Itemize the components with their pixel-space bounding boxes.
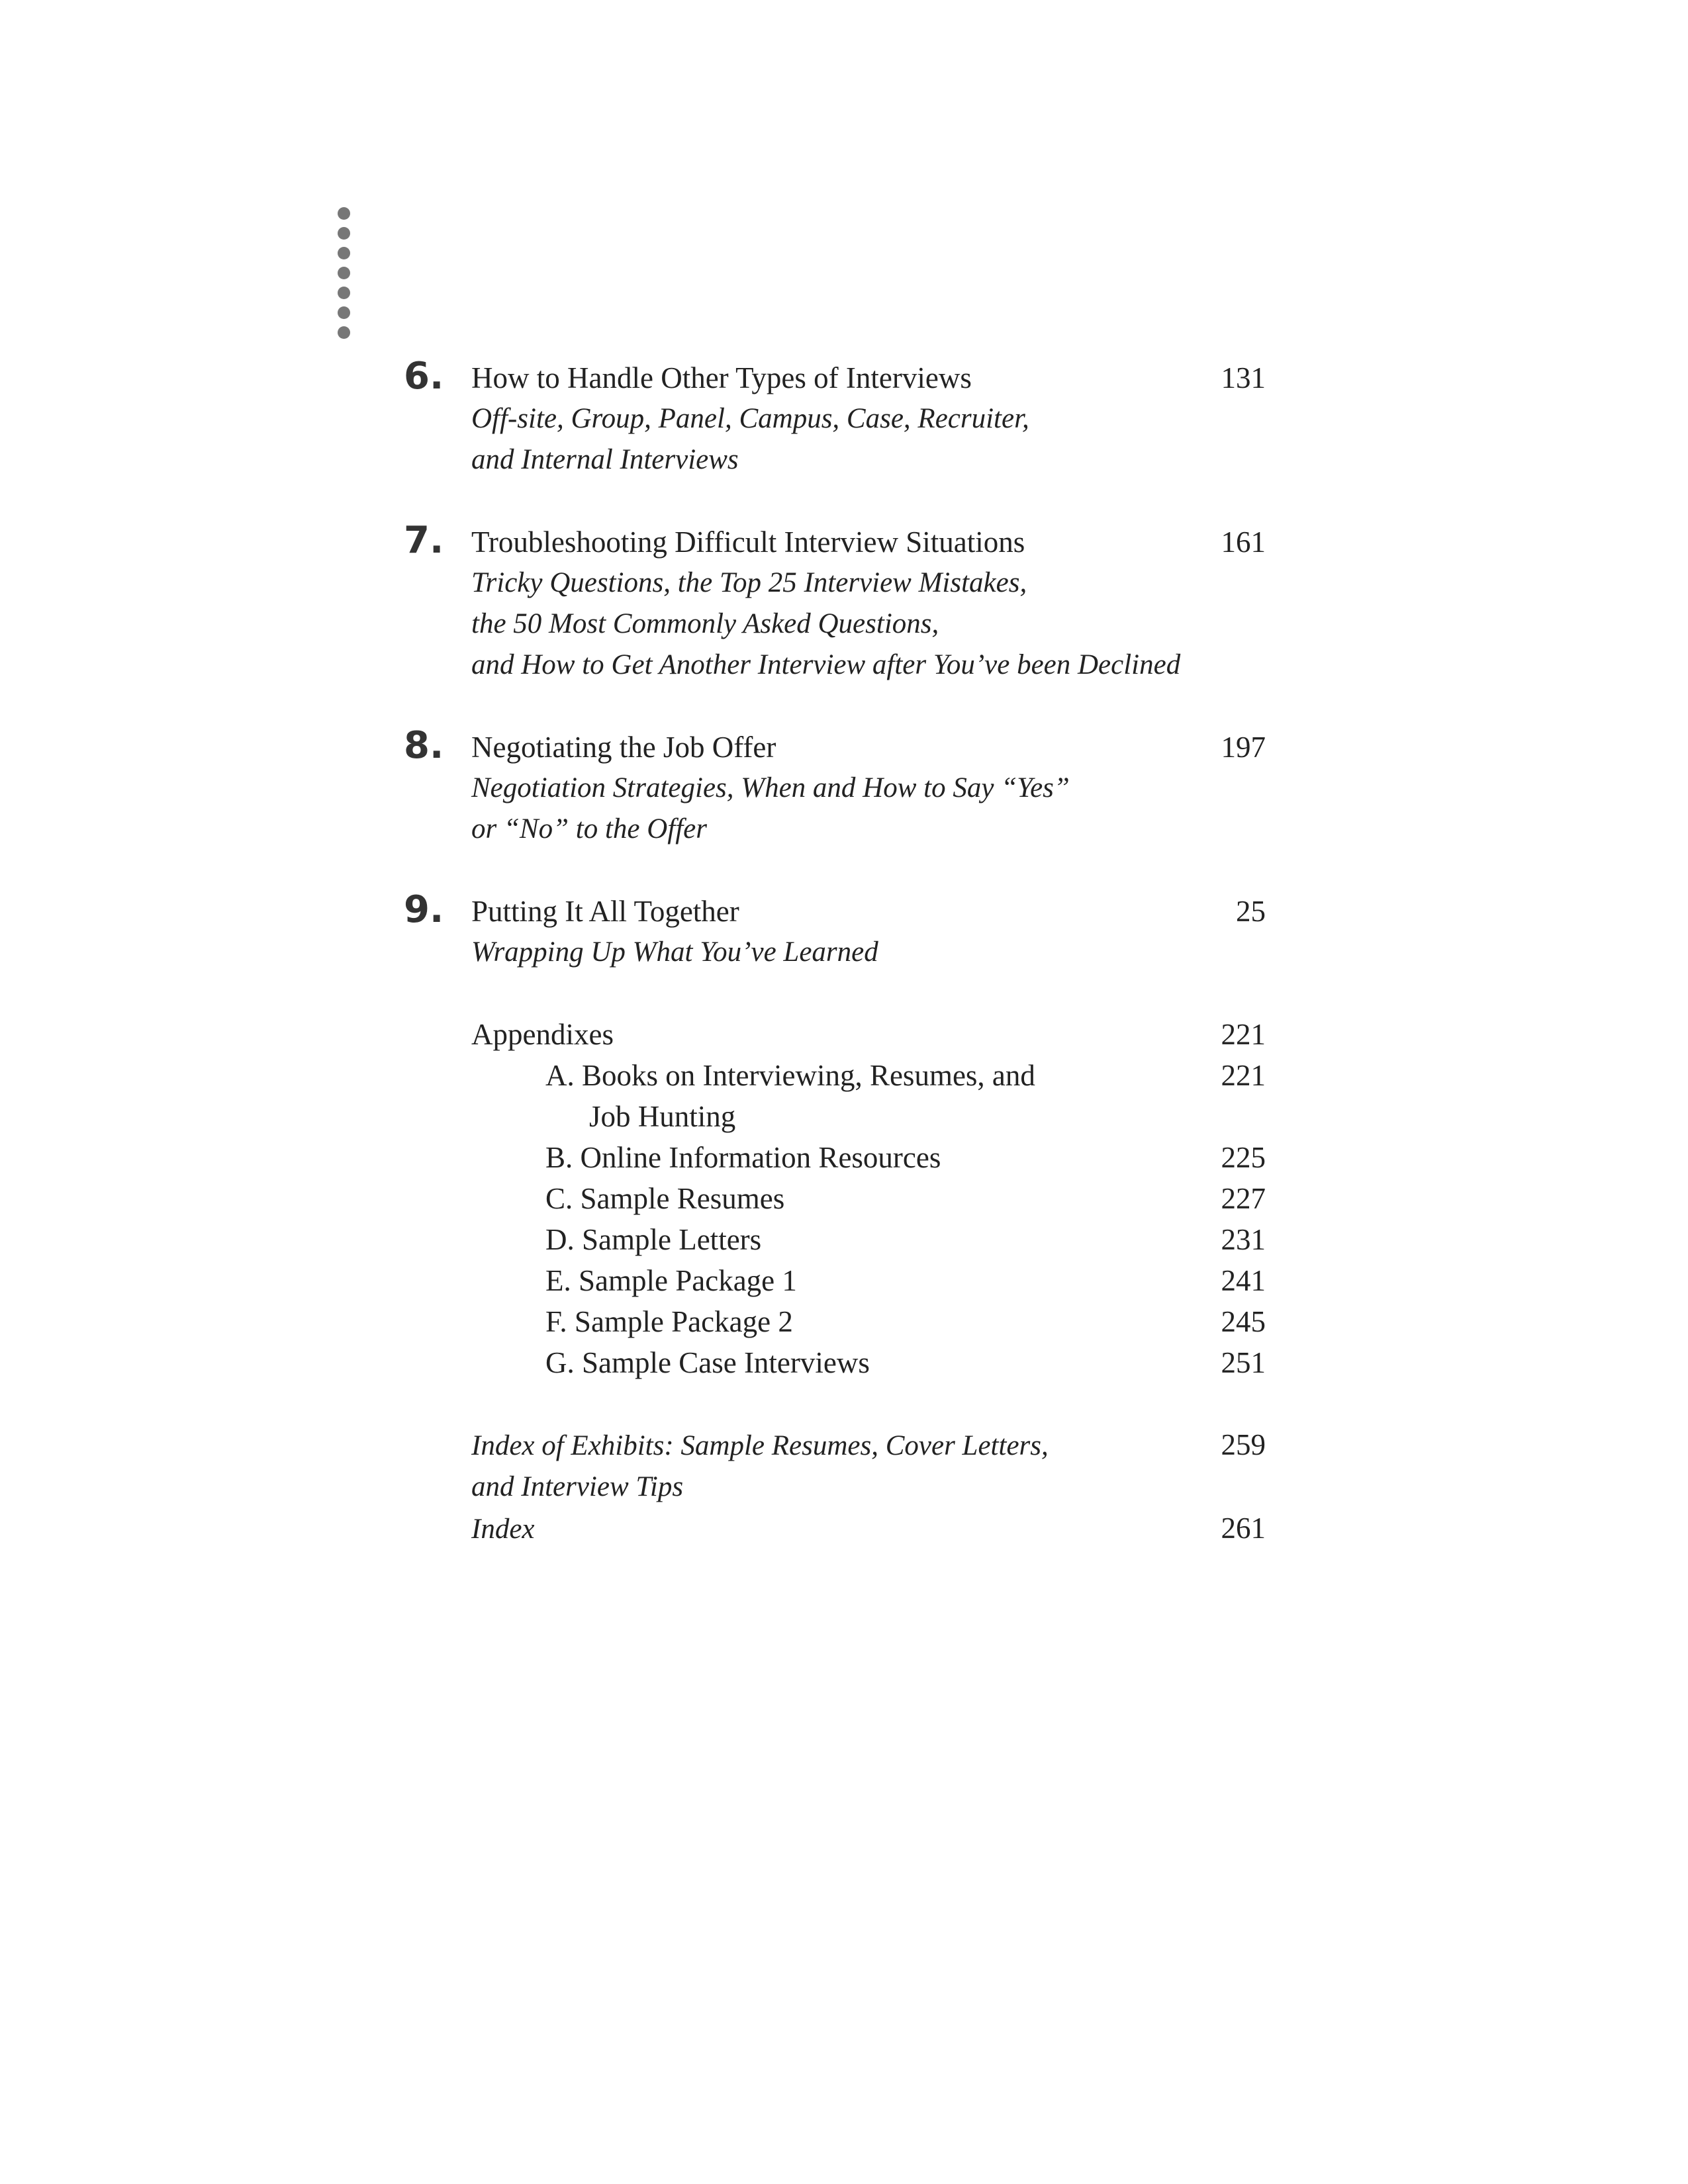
dot-icon	[338, 227, 350, 240]
chapter-subtitle-line: and Internal Interviews	[471, 444, 739, 475]
page-number: 231	[1221, 1223, 1266, 1256]
page-number: 259	[1221, 1428, 1266, 1461]
page-number: 225	[1221, 1141, 1266, 1174]
toc-entry-appendix-c[interactable]	[471, 1178, 1266, 1219]
chapter-number: 7.	[404, 519, 444, 562]
chapter-subtitle-line: or “No” to the Offer	[471, 813, 707, 844]
toc-entry-appendix-g[interactable]	[471, 1342, 1266, 1383]
page-number: 241	[1221, 1264, 1266, 1297]
toc-chapter-6[interactable]	[404, 357, 1264, 480]
chapter-subtitle-line: Negotiation Strategies, When and How to Say “Yes”	[471, 772, 1070, 803]
page-number: 131	[1221, 361, 1266, 394]
decorative-dots	[338, 207, 351, 346]
page-number: 197	[1221, 731, 1266, 764]
table-of-contents	[404, 357, 1264, 1550]
toc-chapter-7[interactable]	[404, 519, 1266, 686]
chapter-subtitle-line: Wrapping Up What You’ve Learned	[471, 936, 878, 968]
dot-icon	[338, 326, 350, 339]
dot-icon	[338, 306, 350, 319]
page-number: 261	[1221, 1512, 1266, 1545]
chapter-subtitle-line: Off-site, Group, Panel, Campus, Case, Recruiter,	[471, 403, 1029, 434]
toc-entry-appendix-e[interactable]	[471, 1260, 1266, 1301]
appendix-label: C. Sample Resumes	[545, 1182, 785, 1215]
dot-icon	[338, 247, 350, 259]
appendix-label: A. Books on Interviewing, Resumes, and	[545, 1059, 1035, 1092]
toc-entry-appendix-a[interactable]	[471, 1055, 1266, 1137]
toc-entry-index-of-exhibits[interactable]	[471, 1424, 1266, 1467]
appendixes-title: Appendixes	[471, 1018, 614, 1051]
toc-chapter-9[interactable]	[404, 888, 1266, 973]
toc-entry-appendixes[interactable]	[471, 1014, 1266, 1055]
chapter-title: How to Handle Other Types of Interviews	[471, 361, 972, 394]
dot-icon	[338, 267, 350, 279]
toc-entry-appendix-d[interactable]	[471, 1219, 1266, 1260]
page-number: 245	[1221, 1305, 1266, 1338]
dot-icon	[338, 207, 350, 220]
toc-chapter-8[interactable]	[404, 724, 1266, 850]
appendix-label-continuation: Job Hunting	[589, 1100, 736, 1133]
appendix-label: D. Sample Letters	[545, 1223, 762, 1256]
chapter-number: 9.	[404, 888, 444, 931]
chapter-subtitle-line: the 50 Most Commonly Asked Questions,	[471, 608, 939, 639]
page-number: 251	[1221, 1346, 1266, 1379]
toc-entry-appendix-b[interactable]	[471, 1137, 1266, 1178]
chapter-title: Putting It All Together	[471, 895, 739, 928]
chapter-title: Troubleshooting Difficult Interview Situations	[471, 525, 1025, 559]
appendix-label: F. Sample Package 2	[545, 1305, 793, 1338]
dot-icon	[338, 287, 350, 299]
toc-appendixes	[404, 1014, 1264, 1383]
page-number: 25	[1236, 895, 1266, 928]
index-label: Index	[471, 1514, 535, 1545]
page-number: 161	[1221, 525, 1266, 559]
toc-entry-appendix-f[interactable]	[471, 1301, 1266, 1342]
chapter-subtitle-line: and How to Get Another Interview after You’ve been Declined	[471, 649, 1181, 680]
appendix-label: E. Sample Package 1	[545, 1264, 797, 1297]
toc-entry-index[interactable]	[471, 1508, 1266, 1550]
index-of-exhibits-label-continuation: and Interview Tips	[471, 1471, 684, 1502]
page-number: 227	[1221, 1182, 1266, 1215]
page-number: 221	[1221, 1059, 1266, 1092]
appendix-label: G. Sample Case Interviews	[545, 1346, 870, 1379]
chapter-subtitle-line: Tricky Questions, the Top 25 Interview Mistakes,	[471, 567, 1027, 598]
appendix-label: B. Online Information Resources	[545, 1141, 941, 1174]
chapter-number: 6.	[404, 355, 444, 398]
toc-indexes	[471, 1424, 1266, 1550]
chapter-number: 8.	[404, 724, 444, 767]
chapter-title: Negotiating the Job Offer	[471, 731, 776, 764]
index-of-exhibits-label: Index of Exhibits: Sample Resumes, Cover Letters,	[471, 1430, 1049, 1461]
page-number: 221	[1221, 1018, 1266, 1051]
